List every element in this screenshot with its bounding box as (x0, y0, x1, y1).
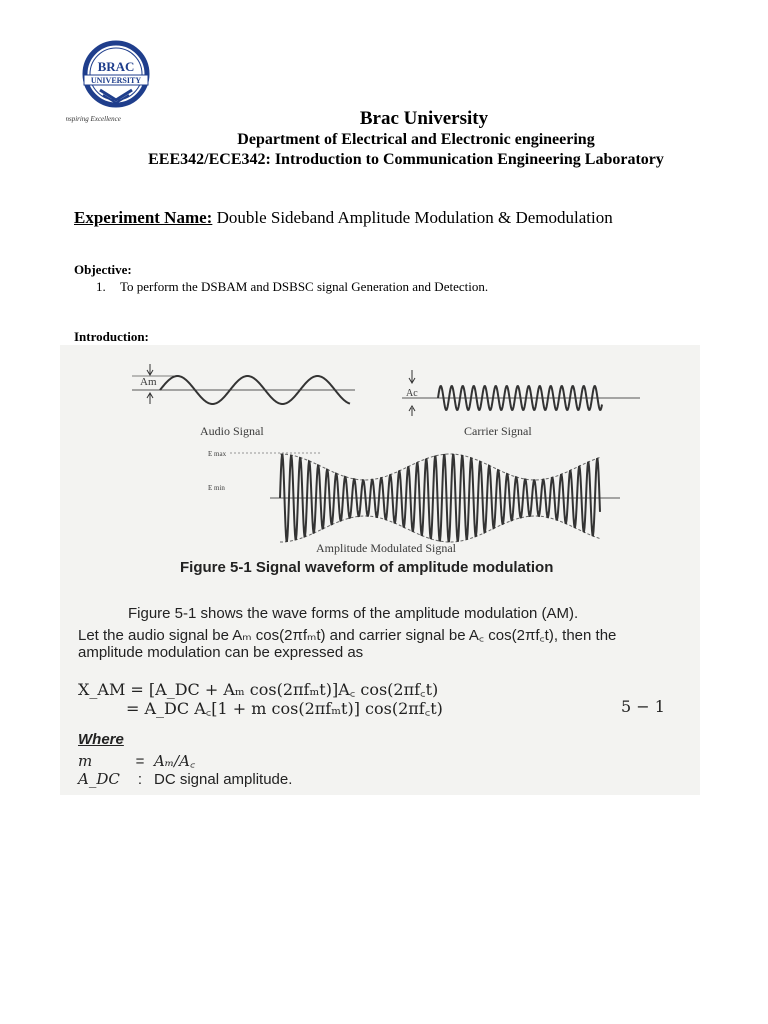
am-signal-label: Amplitude Modulated Signal (316, 541, 456, 555)
definition-symbol: A_DC (78, 770, 120, 788)
carrier-signal-plot (402, 370, 640, 438)
logo-brand-text: BRAC (97, 59, 135, 74)
ac-symbol-label: Ac (406, 388, 418, 399)
experiment-name-value: Double Sideband Amplitude Modulation & Demodulation (212, 208, 613, 227)
definition-description: DC signal amplitude. (154, 771, 293, 788)
definition-symbol: m (78, 752, 93, 770)
definition-description: Aₘ/A꜀ (154, 752, 196, 770)
experiment-name (74, 208, 613, 228)
equation-line-1: X_AM = [A_DC + Aₘ cos(2πfₘt)]A꜀ cos(2πf꜀t) (78, 680, 439, 699)
am-symbol-label: Am (140, 376, 157, 388)
course-title: EEE342/ECE342: Introduction to Communication Engineering Laboratory (148, 151, 664, 168)
figure-caption: Figure 5-1 Signal waveform of amplitude modulation (180, 559, 554, 576)
logo-tagline-text: Inspiring Excellence (66, 115, 121, 123)
emin-label: E min (208, 484, 225, 492)
body-paragraph-3: amplitude modulation can be expressed as (78, 644, 364, 661)
am-waveform-figure (120, 352, 650, 558)
am-signal-plot (208, 450, 620, 555)
experiment-name-label: Experiment Name: (74, 208, 213, 227)
body-paragraph-2: Let the audio signal be Aₘ cos(2πfₘt) and carrier signal be A꜀ cos(2πf꜀t), then the (78, 627, 617, 644)
equation-line-2: = A_DC A꜀[1 + m cos(2πfₘt)] cos(2πf꜀t) (126, 699, 443, 718)
emax-label: E max (208, 450, 227, 458)
objective-heading: Objective: (74, 262, 132, 277)
department-title: Department of Electrical and Electronic engineering (237, 131, 595, 148)
definition-row (78, 770, 292, 789)
equation-number: 5 − 1 (621, 697, 665, 716)
where-heading: Where (78, 731, 124, 748)
audio-signal-label: Audio Signal (200, 424, 264, 438)
university-title: Brac University (359, 108, 489, 129)
carrier-signal-label: Carrier Signal (464, 424, 532, 438)
definition-row (78, 751, 195, 771)
objective-item-text: To perform the DSBAM and DSBSC signal Generation and Detection. (120, 279, 489, 294)
objective-item (96, 279, 488, 295)
objective-item-number: 1. (96, 279, 106, 294)
definition-separator: : (137, 771, 143, 788)
introduction-heading: Introduction: (74, 329, 149, 344)
audio-signal-plot (132, 364, 355, 438)
body-paragraph-1: Figure 5-1 shows the wave forms of the amplitude modulation (AM). (128, 605, 579, 622)
definition-separator: = (135, 753, 145, 770)
logo-name-text: UNIVERSITY (90, 76, 142, 85)
